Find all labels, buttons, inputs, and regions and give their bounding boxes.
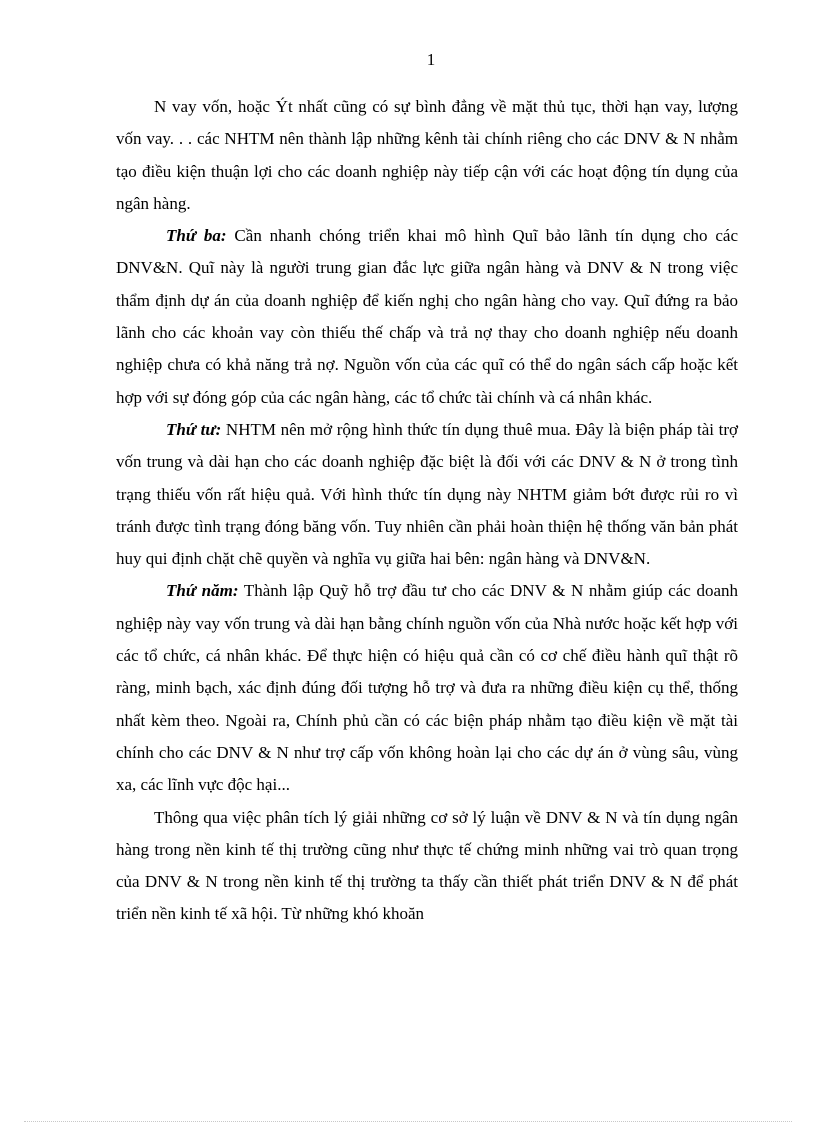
paragraph-lead: Thứ năm: bbox=[166, 581, 239, 601]
paragraph-lead: Thứ tư: bbox=[166, 419, 222, 439]
paragraph-lead: Thứ ba: bbox=[166, 226, 227, 246]
page-number: 1 bbox=[426, 50, 436, 69]
paragraph-text: Cần nhanh chóng triển khai mô hình Quĩ bảo lãnh tín dụng cho các DNV&N. Quĩ này là người trung gian đắc lực giữa ngân hàng và DNV & N trong việc thẩm định dự án của doanh nghiệp để kiến nghị cho ngân hàng cho vay. Quĩ đứng ra bảo lãnh cho các khoản vay còn thiếu thế chấp và trả nợ thay cho doanh nghiệp nếu doanh nghiệp chưa có khả năng trả nợ. Nguồn vốn của các quĩ có thể do ngân sách cấp hoặc kết hợp với sự đóng góp của các ngân hàng, các tổ chức tài chính và cá nhân khác. bbox=[116, 226, 738, 407]
paragraph-text: Thành lập Quỹ hỗ trợ đầu tư cho các DNV & N nhằm giúp các doanh nghiệp này vay vốn trung và dài hạn bằng chính nguồn vốn của Nhà nước hoặc kết hợp với các tổ chức, cá nhân khác. Để thực hiện có hiệu quả cần có cơ chế điều hành quĩ thật rõ ràng, minh bạch, xác định đúng đối tượng hỗ trợ và đưa ra những điều kiện cụ thể, thống nhất kèm theo. Ngoài ra, Chính phủ cần có các biện pháp nhằm tạo điều kiện về mặt tài chính cho các DNV & N như trợ cấp vốn không hoàn lại cho các dự án ở vùng sâu, vùng xa, các lĩnh vực độc hại... bbox=[116, 581, 738, 795]
paragraph-text: N vay vốn, hoặc Ýt nhất cũng có sự bình đẳng về mặt thủ tục, thời hạn vay, lượng vốn vay. . . các NHTM nên thành lập những kênh tài chính riêng cho các DNV & N nhằm tạo điều kiện thuận lợi cho các doanh nghiệp này tiếp cận với các hoạt động tín dụng của ngân hàng. bbox=[116, 97, 738, 213]
paragraph-thu-nam bbox=[116, 575, 738, 801]
paragraph-continuation bbox=[116, 91, 738, 220]
paragraph-text: NHTM nên mở rộng hình thức tín dụng thuê mua. Đây là biện pháp tài trợ vốn trung và dài hạn cho các doanh nghiệp đặc biệt là đối với các DNV & N ở trong tình trạng thiếu vốn rất hiệu quả. Với hình thức tín dụng này NHTM giảm bớt được rủi ro vì tránh được tình trạng đóng băng vốn. Tuy nhiên cần phải hoàn thiện hệ thống văn bản phát huy qui định chặt chẽ quyền và nghĩa vụ giữa hai bên: ngân hàng và DNV&N. bbox=[116, 419, 739, 569]
paragraph-text: Thông qua việc phân tích lý giải những cơ sở lý luận về DNV & N và tín dụng ngân hàng trong nền kinh tế thị trường cũng như thực tế chứng minh những vai trò quan trọng của DNV & N trong nền kinh tế thị trường ta thấy cần thiết phát triển DNV & N để phát triển nền kinh tế xã hội. Từ những khó khoăn bbox=[116, 807, 738, 924]
body-text bbox=[116, 91, 738, 931]
paragraph-thu-tu bbox=[116, 414, 738, 575]
paragraph-thu-ba bbox=[116, 220, 738, 414]
paragraph-conclusion bbox=[116, 802, 738, 931]
page-bottom-rule bbox=[24, 1121, 792, 1122]
